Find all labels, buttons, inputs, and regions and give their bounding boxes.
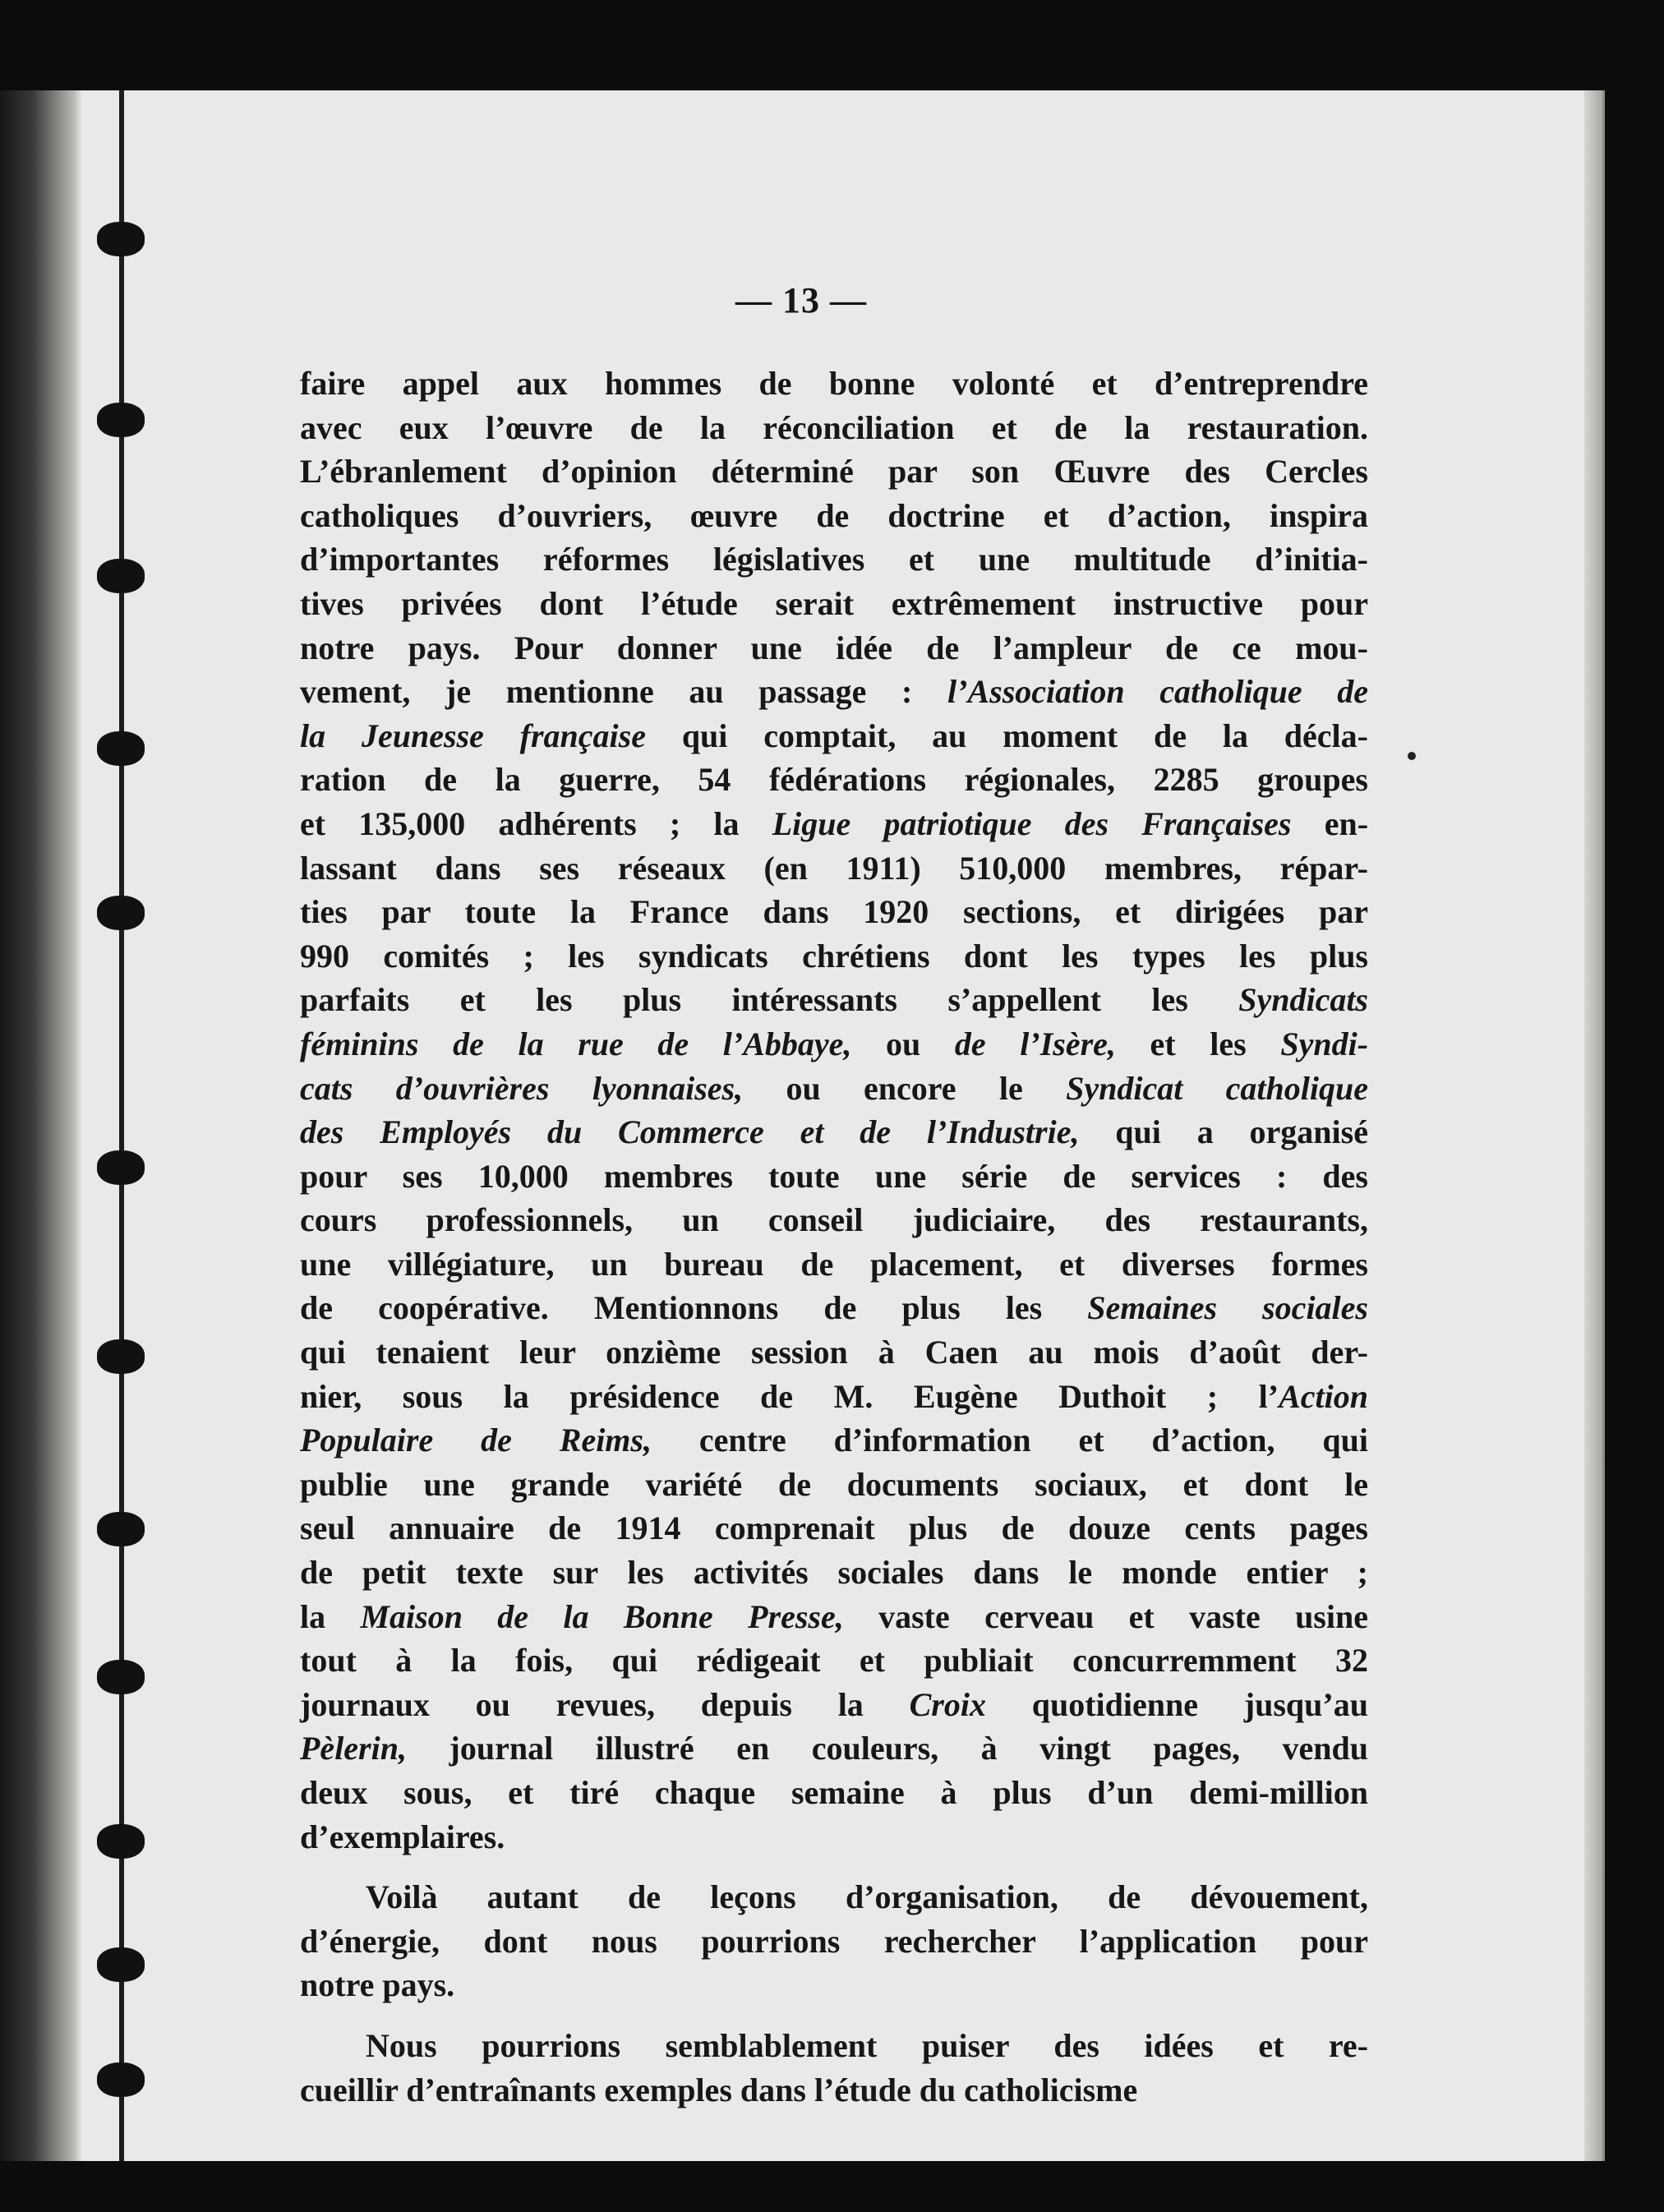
text-run: qui a organisé [1079, 1113, 1368, 1151]
text-line [300, 2024, 1368, 2068]
text-line [300, 978, 1368, 1022]
text-run: d’exemplaires. [300, 1818, 505, 1855]
text-run: centre d’information et d’action, qui [652, 1422, 1368, 1459]
italic-text: Pèlerin, [300, 1730, 407, 1767]
text-run: journal illustré en couleurs, à vingt pages, vendu [406, 1730, 1368, 1767]
text-run: parfaits et les plus intéressants s’appellent les [300, 981, 1239, 1019]
text-run: seul annuaire de 1914 comprenait plus de douze cents pages [300, 1509, 1368, 1547]
body-text [300, 362, 1368, 2112]
text-run: ou [851, 1025, 955, 1062]
text-line [300, 890, 1368, 934]
text-line [300, 1963, 1368, 2007]
text-line [300, 1506, 1368, 1551]
italic-text: Ligue patriotique des Françaises [772, 804, 1292, 842]
text-line [300, 406, 1368, 450]
text-line [300, 1683, 1368, 1727]
text-line [300, 582, 1368, 626]
italic-text: Maison de la Bonne Presse, [360, 1597, 844, 1635]
stitch-mark [97, 1947, 145, 1982]
italic-text: cats d’ouvrières lyonnaises, [300, 1069, 744, 1107]
text-run: tives privées dont l’étude serait extrêmement instructive pour [300, 584, 1368, 622]
text-run: qui comptait, au moment de la décla- [645, 717, 1368, 754]
text-run: lassant dans ses réseaux (en 1911) 510,000 membres, répar- [300, 849, 1368, 887]
text-run: notre pays. [300, 1966, 455, 2004]
text-line [300, 362, 1368, 406]
stitch-mark [97, 1512, 145, 1546]
text-line [300, 1815, 1368, 1859]
text-line [300, 934, 1368, 979]
page-left-shadow [0, 90, 82, 2161]
text-run: d’importantes réformes législatives et une multitude d’initia- [300, 541, 1368, 578]
stitch-mark [97, 2062, 145, 2097]
paragraph-gap [300, 1859, 1368, 1875]
text-line [300, 1726, 1368, 1771]
text-run: journaux ou revues, depuis la [300, 1685, 910, 1723]
text-run: et les [1115, 1025, 1281, 1062]
text-line [300, 802, 1368, 846]
italic-text: de l’Isère, [954, 1025, 1116, 1062]
text-run: la [300, 1597, 361, 1635]
text-run: catholiques d’ouvriers, œuvre de doctrine et d’action, inspira [300, 496, 1368, 534]
stitch-mark [97, 896, 145, 930]
text-line [300, 1875, 1368, 1919]
text-line [300, 670, 1368, 714]
text-line [300, 494, 1368, 538]
text-line [300, 1286, 1368, 1330]
text-line [300, 846, 1368, 891]
text-run: ration de la guerre, 54 fédérations régionales, 2285 groupes [300, 761, 1368, 799]
text-run: Voilà autant de leçons d’organisation, de dévouement, [366, 1878, 1368, 1916]
scanned-page [0, 90, 1605, 2161]
text-run: et 135,000 adhérents ; la [300, 804, 772, 842]
text-line [300, 1022, 1368, 1067]
text-run: vaste cerveau et vaste usine [843, 1597, 1368, 1635]
text-line [300, 1595, 1368, 1639]
text-line [300, 1919, 1368, 1964]
italic-text: Action [1279, 1377, 1368, 1415]
text-run: pour ses 10,000 membres toute une série de services : des [300, 1157, 1368, 1195]
italic-text: la Jeunesse française [300, 717, 646, 754]
text-line [300, 1418, 1368, 1463]
text-line [300, 1110, 1368, 1154]
page-right-edge [1584, 90, 1602, 2161]
text-line [300, 537, 1368, 582]
text-line [300, 1551, 1368, 1595]
italic-text: Populaire de Reims, [300, 1422, 652, 1459]
stitch-mark [97, 1824, 145, 1859]
text-run: Nous pourrions semblablement puiser des idées et re- [366, 2026, 1368, 2064]
text-run: ou encore le [743, 1069, 1067, 1107]
text-line [300, 1375, 1368, 1419]
stitch-mark [97, 731, 145, 766]
text-run: 990 comités ; les syndicats chrétiens dont les types les plus [300, 937, 1368, 975]
text-line [300, 2068, 1368, 2113]
text-line [300, 758, 1368, 802]
text-run: L’ébranlement d’opinion déterminé par son Œuvre des Cercles [300, 453, 1368, 491]
page-number: — 13 — [735, 280, 867, 320]
text-line [300, 449, 1368, 494]
text-run: de coopérative. Mentionnons de plus les [300, 1289, 1088, 1327]
paragraph-gap [300, 2007, 1368, 2024]
italic-text: féminins de la rue de l’Abbaye, [300, 1025, 852, 1062]
italic-text: des Employés du Commerce et de l’Industrie, [300, 1113, 1080, 1151]
text-run: nier, sous la présidence de M. Eugène Duthoit ; l’ [300, 1377, 1279, 1415]
text-run: notre pays. Pour donner une idée de l’ampleur de ce mou- [300, 629, 1368, 666]
stitch-mark [97, 559, 145, 593]
text-run: de petit texte sur les activités sociales dans le monde entier ; [300, 1554, 1368, 1592]
stitch-mark [97, 1339, 145, 1374]
text-run: quotidienne jusqu’au [985, 1685, 1368, 1723]
text-run: cours professionnels, un conseil judiciaire, des restaurants, [300, 1201, 1368, 1239]
italic-text: Syndicats [1238, 981, 1368, 1019]
text-line [300, 1067, 1368, 1111]
stitch-mark [97, 1660, 145, 1694]
text-line [300, 1771, 1368, 1815]
text-run: d’énergie, dont nous pourrions rechercher l’application pour [300, 1922, 1368, 1960]
text-run: avec eux l’œuvre de la réconciliation et de la restauration. [300, 408, 1368, 446]
italic-text: Croix [909, 1685, 986, 1723]
text-run: qui tenaient leur onzième session à Caen au mois d’août der- [300, 1334, 1368, 1371]
stitch-mark [97, 403, 145, 437]
text-line [300, 1463, 1368, 1507]
text-run: publie une grande variété de documents sociaux, et dont le [300, 1465, 1368, 1503]
italic-text: Syndicat catholique [1066, 1069, 1368, 1107]
stitch-mark [97, 222, 145, 256]
text-line [300, 1330, 1368, 1375]
ink-speck [1408, 752, 1416, 760]
text-run: faire appel aux hommes de bonne volonté et d’entreprendre [300, 365, 1368, 402]
text-run: cueillir d’entraînants exemples dans l’étude du catholicisme [300, 2071, 1138, 2108]
text-run: deux sous, et tiré chaque semaine à plus d’un demi-million [300, 1774, 1368, 1811]
text-run: en- [1291, 804, 1369, 842]
text-line [300, 1638, 1368, 1683]
italic-text: Semaines sociales [1087, 1289, 1368, 1327]
text-run: ties par toute la France dans 1920 sections, et dirigées par [300, 893, 1368, 931]
text-line [300, 714, 1368, 758]
italic-text: Syndi- [1280, 1025, 1369, 1062]
text-run: tout à la fois, qui rédigeait et publiait concurremment 32 [300, 1642, 1368, 1680]
text-line [300, 1198, 1368, 1242]
text-line [300, 626, 1368, 671]
text-line [300, 1154, 1368, 1199]
italic-text: l’Association catholique de [947, 673, 1368, 711]
stitch-mark [97, 1150, 145, 1185]
text-run: vement, je mentionne au passage : [300, 673, 948, 711]
text-line [300, 1242, 1368, 1287]
text-run: une villégiature, un bureau de placement, et diverses formes [300, 1245, 1368, 1283]
